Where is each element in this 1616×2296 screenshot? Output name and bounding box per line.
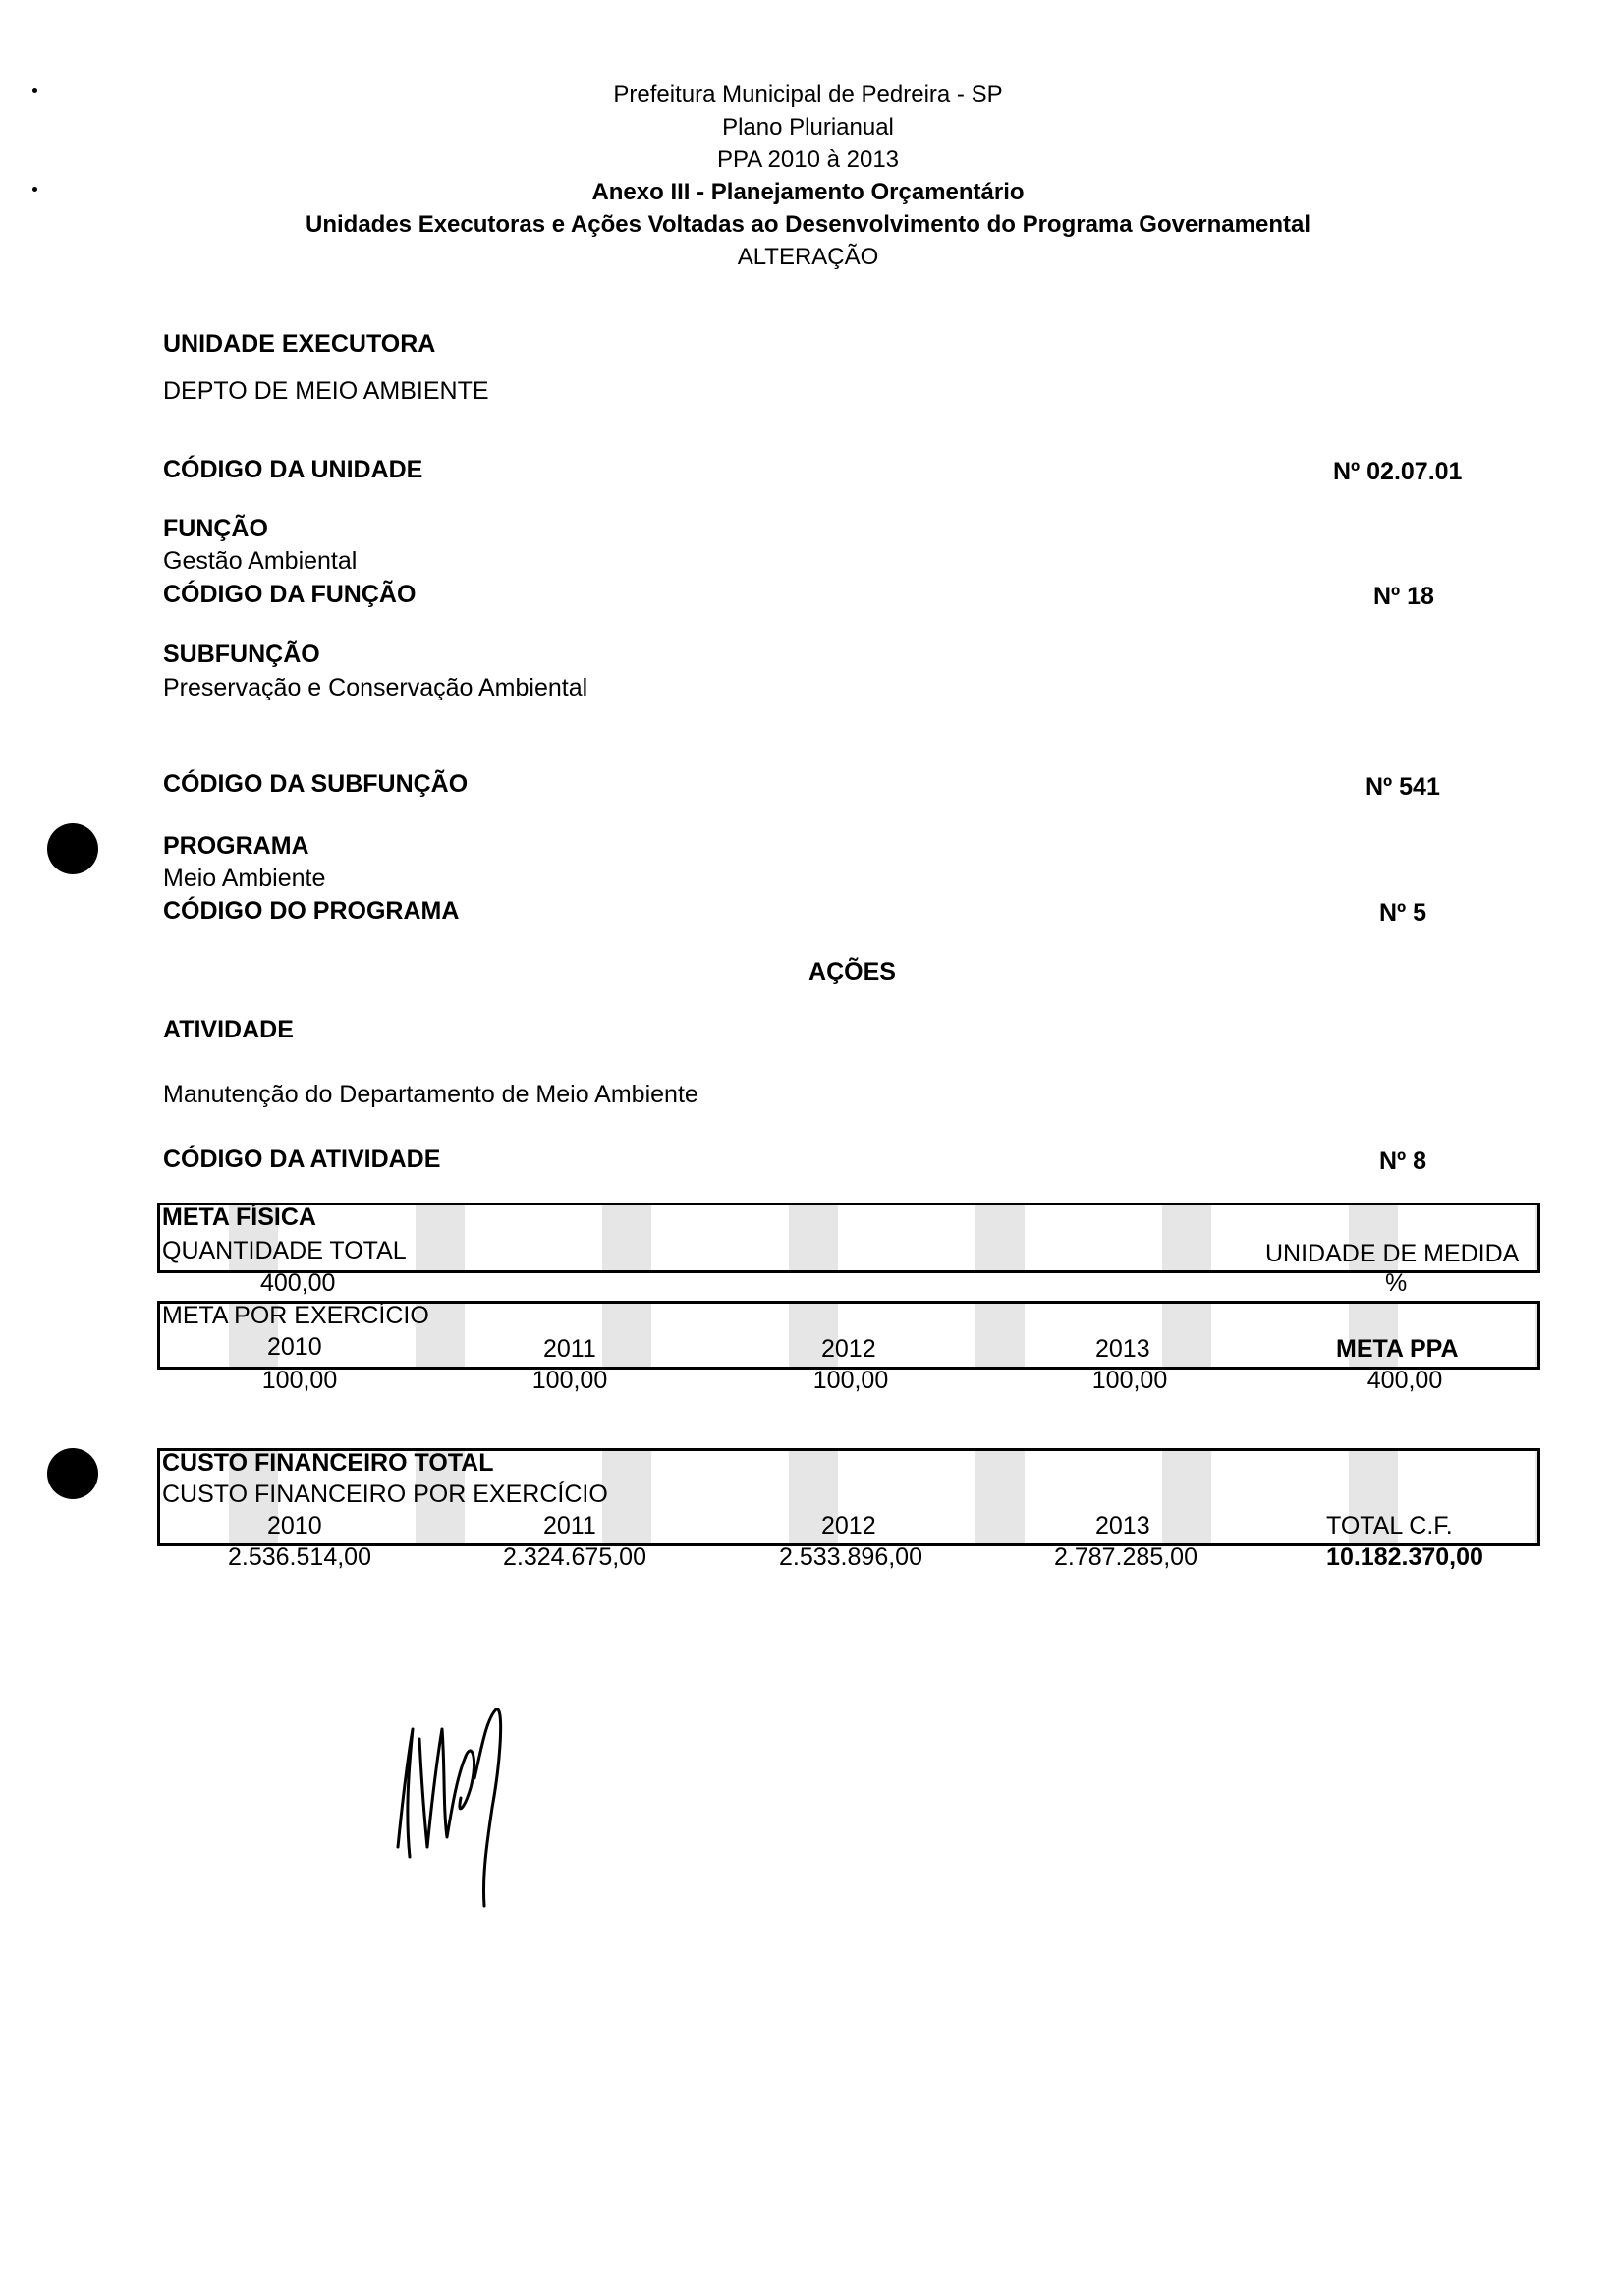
funcao-code: Nº 18 xyxy=(1373,583,1434,610)
header-line-5: Unidades Executoras e Ações Voltadas ao Desenvolvimento do Programa Governamental xyxy=(306,211,1310,238)
unidade-code-label: CÓDIGO DA UNIDADE xyxy=(163,456,423,483)
programa-value: Meio Ambiente xyxy=(163,865,326,892)
atividade-code: Nº 8 xyxy=(1379,1148,1427,1175)
meta-fisica-unit-value: % xyxy=(1385,1269,1408,1297)
meta-per-year-label: META POR EXERCÍCIO xyxy=(162,1302,429,1329)
custo-value-3: 2.533.896,00 xyxy=(779,1543,922,1571)
meta-total-label: META PPA xyxy=(1336,1335,1459,1363)
meta-fisica-unit-label: UNIDADE DE MEDIDA xyxy=(1265,1240,1520,1267)
custo-value-4: 2.787.285,00 xyxy=(1054,1543,1198,1571)
custo-title: CUSTO FINANCEIRO TOTAL xyxy=(162,1449,494,1477)
meta-value-4: 100,00 xyxy=(1091,1367,1168,1394)
custo-per-year-label: CUSTO FINANCEIRO POR EXERCÍCIO xyxy=(162,1481,608,1508)
speck-mark xyxy=(32,88,37,93)
programa-code: Nº 5 xyxy=(1379,899,1427,926)
punch-hole-bottom xyxy=(47,1448,98,1499)
custo-year-2: 2011 xyxy=(543,1512,596,1540)
subfuncao-value: Preservação e Conservação Ambiental xyxy=(163,674,588,701)
meta-year-4: 2013 xyxy=(1095,1335,1150,1363)
atividade-code-label: CÓDIGO DA ATIVIDADE xyxy=(163,1146,441,1173)
speck-mark xyxy=(32,187,37,192)
meta-total-value: 400,00 xyxy=(1366,1367,1443,1394)
header-line-4: Anexo III - Planejamento Orçamentário xyxy=(591,179,1025,205)
unidade-value: DEPTO DE MEIO AMBIENTE xyxy=(163,377,489,405)
meta-value-3: 100,00 xyxy=(812,1367,889,1394)
acoes-title: AÇÕES xyxy=(808,958,896,985)
meta-fisica-qty-label: QUANTIDADE TOTAL xyxy=(162,1237,407,1264)
custo-year-3: 2012 xyxy=(821,1512,876,1540)
meta-fisica-qty-value: 400,00 xyxy=(260,1269,336,1297)
unidade-label: UNIDADE EXECUTORA xyxy=(163,330,436,358)
punch-hole-top xyxy=(47,823,98,874)
unidade-code: Nº 02.07.01 xyxy=(1333,458,1463,485)
custo-total-label: TOTAL C.F. xyxy=(1326,1512,1453,1540)
custo-year-1: 2010 xyxy=(267,1512,322,1540)
meta-year-2: 2011 xyxy=(543,1335,596,1363)
programa-label: PROGRAMA xyxy=(163,832,309,860)
atividade-label: ATIVIDADE xyxy=(163,1016,294,1043)
subfuncao-code-label: CÓDIGO DA SUBFUNÇÃO xyxy=(163,770,469,798)
signature xyxy=(388,1700,535,1916)
atividade-value: Manutenção do Departamento de Meio Ambiente xyxy=(163,1081,698,1108)
custo-value-1: 2.536.514,00 xyxy=(228,1543,371,1571)
meta-value-1: 100,00 xyxy=(261,1367,338,1394)
meta-value-2: 100,00 xyxy=(531,1367,608,1394)
meta-year-3: 2012 xyxy=(821,1335,876,1363)
header-line-1: Prefeitura Municipal de Pedreira - SP xyxy=(613,82,1003,108)
subfuncao-code: Nº 541 xyxy=(1365,773,1440,801)
custo-year-4: 2013 xyxy=(1095,1512,1150,1540)
header-line-2: Plano Plurianual xyxy=(722,114,894,140)
document-header xyxy=(0,79,1616,273)
programa-code-label: CÓDIGO DO PROGRAMA xyxy=(163,897,460,924)
funcao-value: Gestão Ambiental xyxy=(163,547,358,575)
funcao-label: FUNÇÃO xyxy=(163,515,268,542)
meta-year-1: 2010 xyxy=(267,1333,322,1361)
meta-fisica-title: META FÍSICA xyxy=(162,1204,316,1231)
subfuncao-label: SUBFUNÇÃO xyxy=(163,641,320,668)
custo-total-value: 10.182.370,00 xyxy=(1326,1543,1483,1571)
funcao-code-label: CÓDIGO DA FUNÇÃO xyxy=(163,581,417,608)
custo-value-2: 2.324.675,00 xyxy=(503,1543,646,1571)
header-line-6: ALTERAÇÃO xyxy=(737,244,879,270)
header-line-3: PPA 2010 à 2013 xyxy=(716,146,900,173)
